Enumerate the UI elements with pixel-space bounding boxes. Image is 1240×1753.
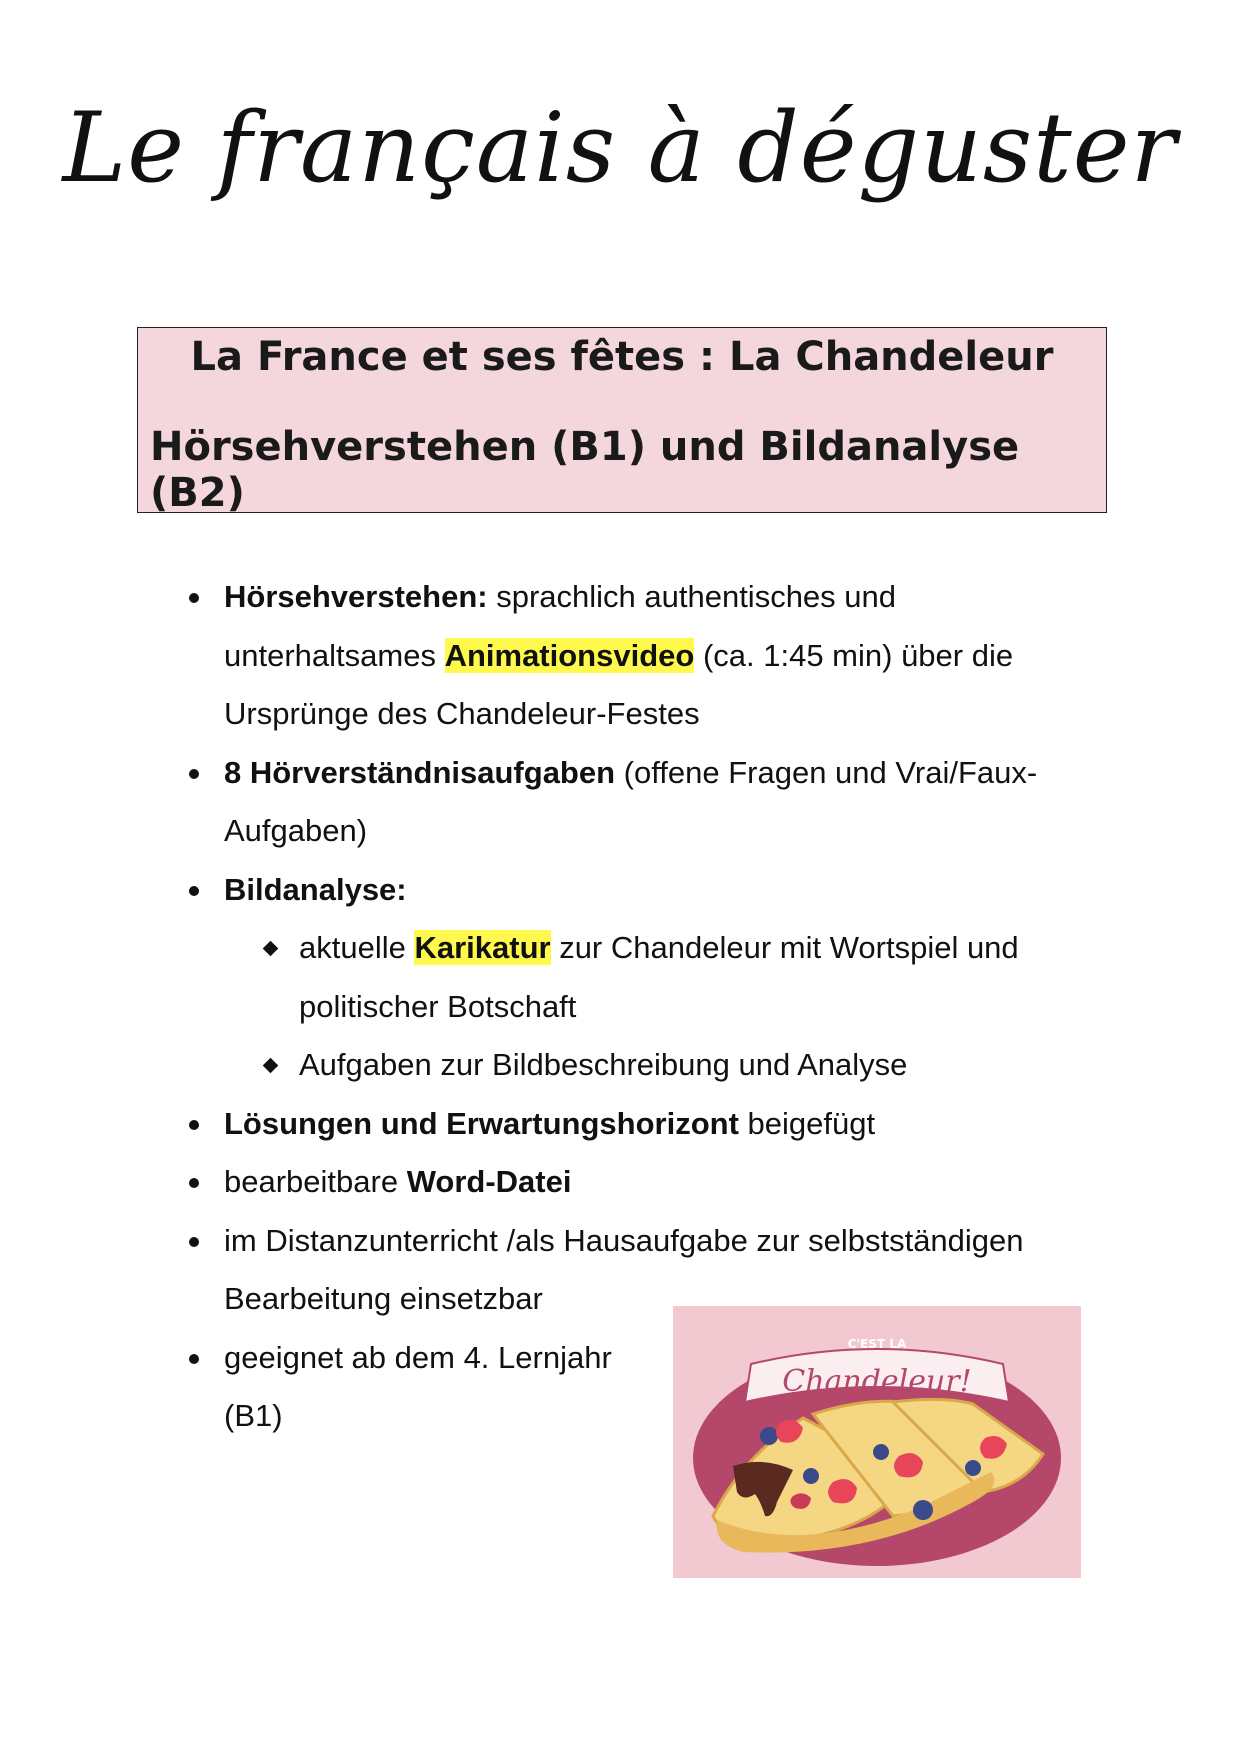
item-label: 8 Hörverständnisaufgaben xyxy=(224,754,616,790)
item-text: sprachlich authentisches und unterhaltsames xyxy=(224,579,897,673)
list-item xyxy=(0,1153,1240,1212)
blueberry xyxy=(760,1427,778,1445)
diamond-bullet-icon xyxy=(263,1058,279,1074)
banner-title: La France et ses fêtes : La Chandeleur xyxy=(190,334,1054,380)
item-label: Word-Datei xyxy=(406,1164,572,1199)
bullet-icon xyxy=(189,1354,199,1364)
item-text: bearbeitbare xyxy=(224,1164,407,1199)
blueberry xyxy=(965,1460,981,1476)
diamond-bullet-icon xyxy=(263,941,279,957)
bullet-icon xyxy=(189,593,199,603)
chandeleur-illustration xyxy=(673,1306,1081,1578)
list-item xyxy=(0,1095,1240,1154)
item-text: Aufgaben zur Bildbeschreibung und Analyse xyxy=(299,1047,908,1082)
item-text: zur Chandeleur mit Wortspiel und politischer Botschaft xyxy=(299,930,1019,1024)
item-text: beigefügt xyxy=(738,1105,876,1141)
blueberry xyxy=(913,1500,933,1520)
illustration-small-text: C'EST LA xyxy=(847,1337,907,1351)
bullet-icon xyxy=(189,769,199,779)
item-label: Lösungen und Erwartungshorizont xyxy=(224,1105,739,1141)
item-label: Hörsehverstehen: xyxy=(224,579,488,614)
blueberry xyxy=(803,1468,819,1484)
list-item xyxy=(0,568,1240,744)
sub-list-item xyxy=(224,1036,1110,1095)
item-text: aktuelle xyxy=(299,930,415,965)
banner-subtitle: Hörsehverstehen (B1) und Bildanalyse (B2) xyxy=(150,424,1020,516)
sub-list-item xyxy=(224,919,1110,1036)
sub-list xyxy=(224,919,1110,1095)
document-title: Le français à déguster xyxy=(62,92,1178,204)
bullet-icon xyxy=(189,1120,199,1130)
item-text: im Distanzunterricht /als Hausaufgabe zur selbstständigen Bearbeitung einsetzbar xyxy=(224,1222,1024,1316)
title-banner xyxy=(137,327,1107,516)
bullet-icon xyxy=(189,1237,199,1247)
list-item xyxy=(0,861,1240,1095)
illustration-script-text: Chandeleur! xyxy=(782,1364,972,1399)
bullet-icon xyxy=(189,1178,199,1188)
list-item xyxy=(0,744,1240,861)
item-label: Bildanalyse: xyxy=(224,871,407,907)
item-text: (offene Fragen und Vrai/Faux-Aufgaben) xyxy=(224,754,1038,848)
item-text: (ca. 1:45 min) über die Ursprünge des Chandeleur-Festes xyxy=(224,637,1014,731)
blueberry xyxy=(873,1444,889,1460)
item-text: geeignet ab dem 4. Lernjahr (B1) xyxy=(224,1339,612,1433)
highlighted-term: Karikatur xyxy=(414,930,551,965)
highlighted-term: Animationsvideo xyxy=(444,637,695,673)
bullet-icon xyxy=(189,886,199,896)
